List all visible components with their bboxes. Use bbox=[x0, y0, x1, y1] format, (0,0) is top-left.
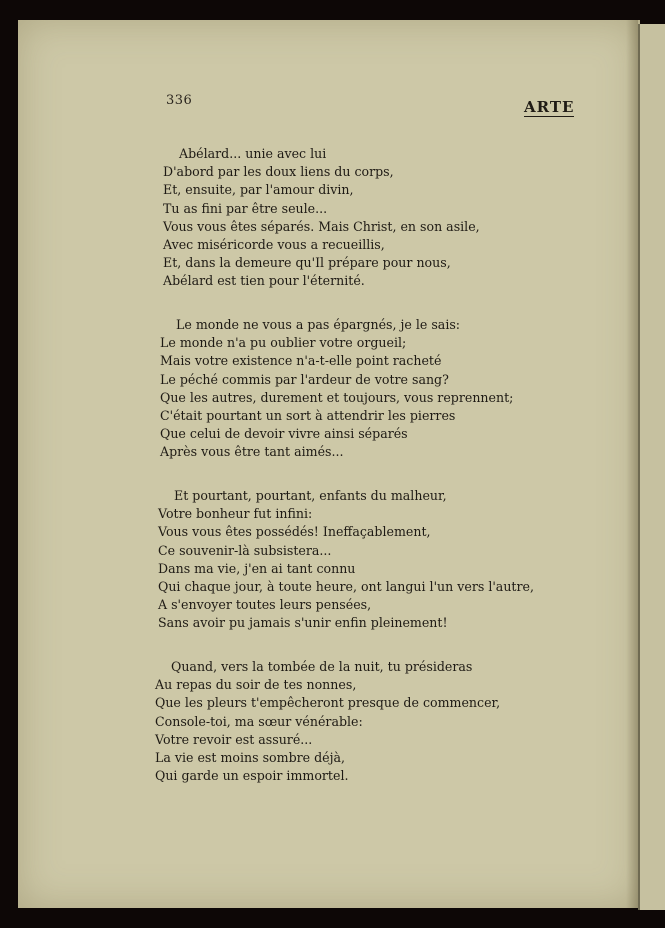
verse-line: Vous vous êtes possédés! Ineffaçablement, bbox=[158, 524, 431, 540]
verse-line: Dans ma vie, j'en ai tant connu bbox=[158, 560, 356, 576]
verse-line: Quand, vers la tombée de la nuit, tu présideras bbox=[171, 659, 473, 674]
running-head: ARTE bbox=[524, 98, 575, 116]
verse-line: Le monde n'a pu oublier votre orgueil; bbox=[160, 335, 407, 351]
verse-line: A s'envoyer toutes leurs pensées, bbox=[158, 597, 372, 613]
verse-line: Au repas du soir de tes nonnes, bbox=[155, 677, 357, 693]
verse-line: Abélard est tien pour l'éternité. bbox=[163, 273, 365, 289]
verse-line: Qui garde un espoir immortel. bbox=[155, 768, 349, 784]
stanza-2 bbox=[160, 316, 513, 462]
verse-line: Tu as fini par être seule... bbox=[163, 200, 328, 216]
verse-line: Le monde ne vous a pas épargnés, je le sais: bbox=[176, 317, 461, 332]
verse-line: Console-toi, ma sœur vénérable: bbox=[155, 713, 363, 729]
verse-line: Et pourtant, pourtant, enfants du malheur, bbox=[174, 488, 447, 503]
verse-line: D'abord par les doux liens du corps, bbox=[163, 164, 394, 180]
verse-line: La vie est moins sombre déjà, bbox=[155, 750, 346, 766]
page-number: 336 bbox=[166, 93, 193, 108]
stanza-4 bbox=[155, 658, 500, 785]
verse-line: Votre bonheur fut infini: bbox=[158, 506, 313, 522]
verse-line: Abélard... unie avec lui bbox=[179, 146, 327, 161]
verse-line: Que les autres, durement et toujours, vous reprennent; bbox=[160, 389, 514, 405]
verse-line: Et, ensuite, par l'amour divin, bbox=[163, 182, 354, 198]
verse-line: Ce souvenir-là subsistera... bbox=[158, 542, 332, 558]
verse-line: Qui chaque jour, à toute heure, ont langui l'un vers l'autre, bbox=[158, 579, 534, 595]
stanza-1 bbox=[163, 145, 480, 291]
verse-line: Que les pleurs t'empêcheront presque de commencer, bbox=[155, 695, 501, 711]
verse-line: Avec miséricorde vous a recueillis, bbox=[163, 237, 385, 253]
stanza-3 bbox=[158, 487, 534, 633]
facing-page-edge bbox=[638, 24, 665, 910]
page-gutter bbox=[626, 20, 638, 908]
verse-line: Votre revoir est assuré... bbox=[155, 731, 313, 747]
verse-line: Sans avoir pu jamais s'unir enfin pleinement! bbox=[158, 615, 448, 631]
verse-line: Mais votre existence n'a-t-elle point racheté bbox=[160, 353, 442, 369]
verse-line: Le péché commis par l'ardeur de votre sang? bbox=[160, 371, 449, 387]
verse-line: Vous vous êtes séparés. Mais Christ, en son asile, bbox=[163, 218, 480, 234]
verse-line: Que celui de devoir vivre ainsi séparés bbox=[160, 426, 408, 442]
verse-line: Et, dans la demeure qu'Il prépare pour nous, bbox=[163, 255, 451, 271]
verse-line: C'était pourtant un sort à attendrir les pierres bbox=[160, 408, 456, 424]
verse-line: Après vous être tant aimés... bbox=[160, 444, 344, 460]
